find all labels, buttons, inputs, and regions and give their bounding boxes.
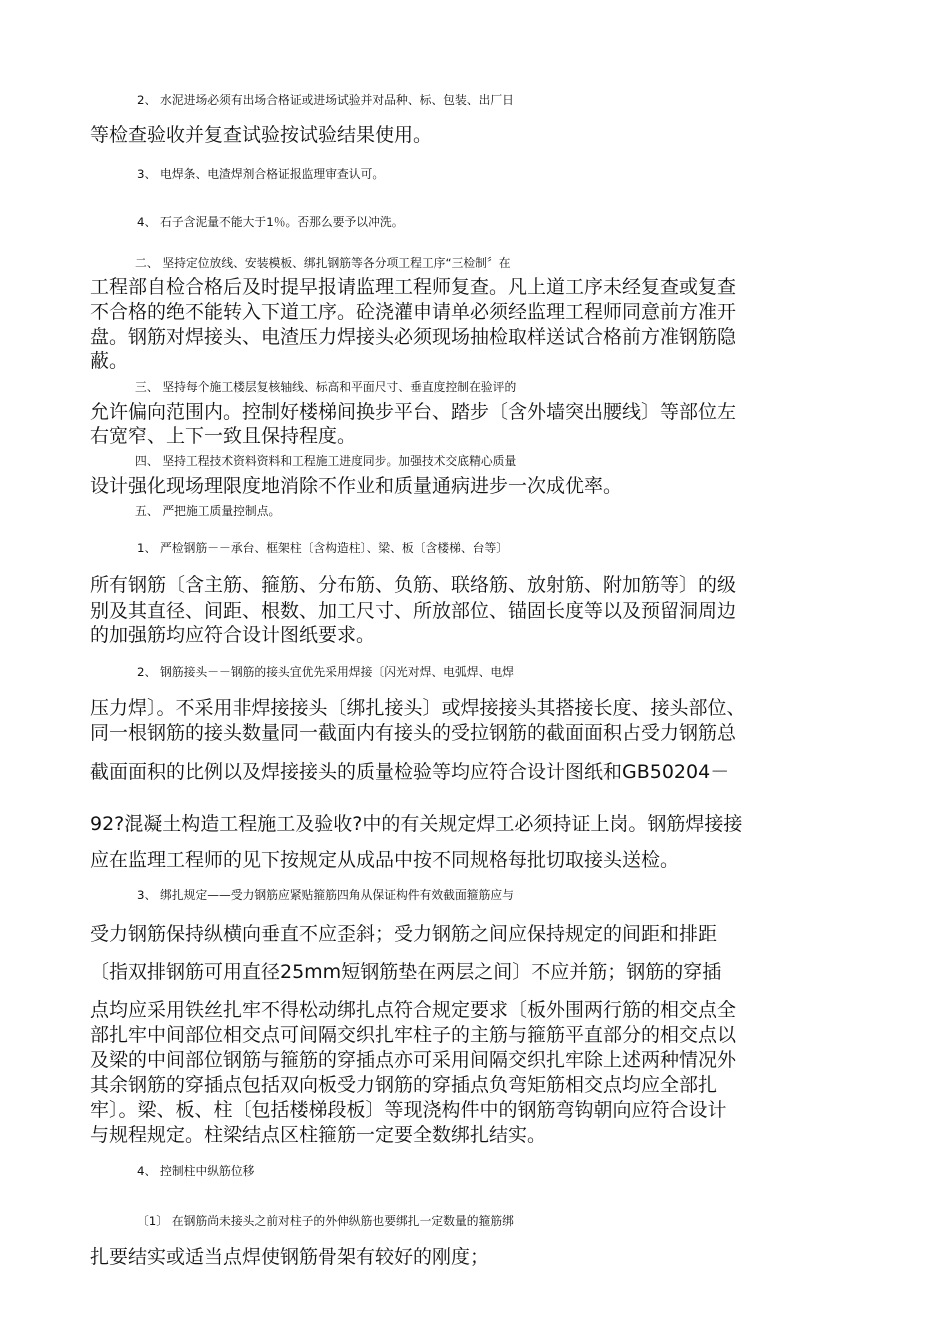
text-line: 1、 严检钢筋－－承台、框架柱〔含构造柱〕、梁、板〔含楼梯、台等〕 bbox=[137, 541, 509, 555]
text-line: 4、 控制柱中纵筋位移 bbox=[137, 1164, 255, 1178]
text-line: 受力钢筋保持纵横向垂直不应歪斜；受力钢筋之间应保持规定的间距和排距 bbox=[90, 923, 718, 945]
text-line: 右宽窄、上下一致且保持程度。 bbox=[90, 425, 357, 447]
text-line: 设计强化现场理限度地消除不作业和质量通病进步一次成优率。 bbox=[90, 475, 623, 497]
text-line: 应在监理工程师的见下按规定从成品中按不同规格每批切取接头送检。 bbox=[90, 849, 680, 871]
text-line: 别及其直径、间距、根数、加工尺寸、所放部位、锚固长度等以及预留洞周边 bbox=[90, 600, 737, 622]
text-line: 3、 电焊条、电渣焊剂合格证报监理审查认可。 bbox=[137, 167, 385, 181]
text-line: 工程部自检合格后及时提早报请监理工程师复查。凡上道工序未经复查或复查 bbox=[90, 276, 737, 298]
text-line: 与规程规定。柱梁结点区柱箍筋一定要全数绑扎结实。 bbox=[90, 1124, 547, 1146]
text-line: 四、 坚持工程技术资料资料和工程施工进度同步。加强技术交底精心质量 bbox=[135, 454, 517, 468]
text-line: 同一根钢筋的接头数量同一截面内有接头的受拉钢筋的截面面积占受力钢筋总 bbox=[90, 722, 737, 744]
text-line: 〔1〕 在钢筋尚未接头之前对柱子的外伸纵筋也要绑扎一定数量的箍筋绑 bbox=[137, 1214, 514, 1228]
text-line: 92?混凝土构造工程施工及验收?中的有关规定焊工必须持证上岗。钢筋焊接接 bbox=[90, 813, 743, 835]
text-line: 其余钢筋的穿插点包括双向板受力钢筋的穿插点负弯矩筋相交点均应全部扎 bbox=[90, 1074, 718, 1096]
text-line: 3、 绑扎规定——受力钢筋应紧贴箍筋四角从保证构件有效截面箍筋应与 bbox=[137, 888, 514, 902]
text-line: 及梁的中间部位钢筋与箍筋的穿插点亦可采用间隔交织扎牢除上述两种情况外 bbox=[90, 1049, 737, 1071]
text-line: 五、 严把施工质量控制点。 bbox=[135, 504, 281, 518]
text-line: 点均应采用铁丝扎牢不得松动绑扎点符合规定要求〔板外围两行筋的相交点全 bbox=[90, 999, 737, 1021]
text-line: 蔽。 bbox=[90, 350, 129, 372]
text-line: 部扎牢中间部位相交点可间隔交织扎牢柱子的主筋与箍筋平直部分的相交点以 bbox=[90, 1024, 737, 1046]
text-line: 2、 水泥进场必须有出场合格证或进场试验并对品种、标、包装、出厂日 bbox=[137, 93, 514, 107]
text-line: 2、 钢筋接头－－钢筋的接头宜优先采用焊接〔闪光对焊、电弧焊、电焊 bbox=[137, 665, 514, 679]
text-line: 压力焊〕。不采用非焊接接头〔绑扎接头〕或焊接接头其搭接长度、接头部位、 bbox=[90, 697, 746, 719]
text-line: 二、 坚持定位放线、安装模板、绑扎钢筋等各分项工程工序“三检制〞在 bbox=[135, 256, 511, 270]
text-line: 牢〕。梁、板、柱〔包括楼梯段板〕等现浇构件中的钢筋弯钩朝向应符合设计 bbox=[90, 1099, 727, 1121]
text-line: 所有钢筋〔含主筋、箍筋、分布筋、负筋、联络筋、放射筋、附加筋等〕的级 bbox=[90, 574, 737, 596]
text-line: 盘。钢筋对焊接头、电渣压力焊接头必须现场抽检取样送试合格前方准钢筋隐 bbox=[90, 326, 737, 348]
text-line: 扎要结实或适当点焊使钢筋骨架有较好的刚度； bbox=[90, 1246, 490, 1268]
text-line: 截面面积的比例以及焊接接头的质量检验等均应符合设计图纸和GB50204－ bbox=[90, 761, 730, 783]
text-line: 等检查验收并复查试验按试验结果使用。 bbox=[90, 124, 433, 146]
text-line: 〔指双排钢筋可用直径25mm短钢筋垫在两层之间〕不应并筋；钢筋的穿插 bbox=[90, 961, 722, 983]
text-line: 4、 石子含泥量不能大于1％。否那么要予以冲洗。 bbox=[137, 215, 404, 229]
text-line: 允许偏向范围内。控制好楼梯间换步平台、踏步〔含外墙突出腰线〕等部位左 bbox=[90, 401, 737, 423]
text-line: 不合格的绝不能转入下道工序。砼浇灌申请单必须经监理工程师同意前方准开 bbox=[90, 301, 737, 323]
text-line: 的加强筋均应符合设计图纸要求。 bbox=[90, 624, 376, 646]
text-line: 三、 坚持每个施工楼层复核轴线、标高和平面尺寸、垂直度控制在验评的 bbox=[135, 380, 517, 394]
